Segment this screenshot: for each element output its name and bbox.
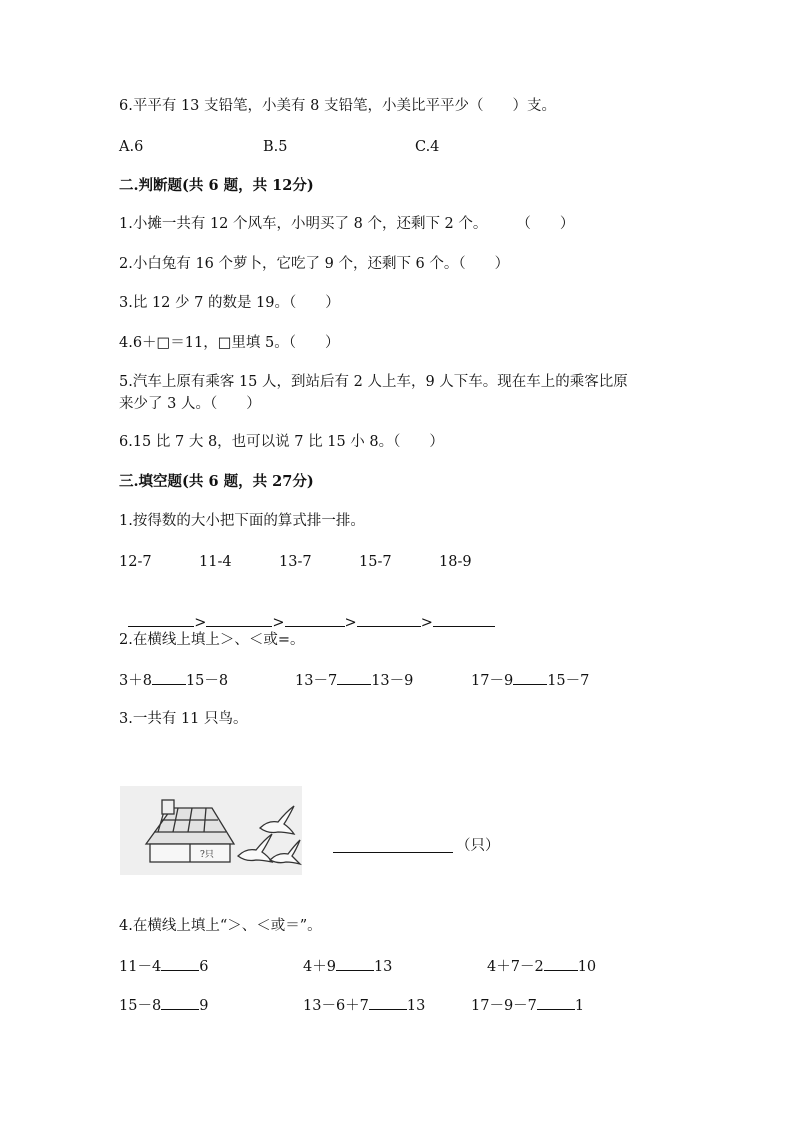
compare-pair: 3＋8 15－8 <box>119 670 228 691</box>
greater-sign: > <box>420 615 433 631</box>
compare-pair: 11－4 6 <box>119 956 208 977</box>
judge-item-6: 6.15 比 7 大 8，也可以说 7 比 15 小 8。（ ） <box>119 434 444 450</box>
fill-q1: 1.按得数的大小把下面的算式排一排。 <box>119 513 365 529</box>
judge-item-4: 4.6＋□＝11，□里填 5。（ ） <box>119 335 340 351</box>
answer-blank[interactable] <box>544 956 578 971</box>
answer-blank[interactable] <box>336 956 374 971</box>
answer-blank[interactable] <box>513 670 547 685</box>
compare-pair: 17－9 15－7 <box>471 670 589 691</box>
answer-blank[interactable] <box>357 612 421 627</box>
option-b: B.5 <box>263 139 288 155</box>
fill-q4: 4.在横线上填上“＞、＜或＝”。 <box>119 918 322 934</box>
compare-pair: 13－6＋7 13 <box>303 995 425 1016</box>
greater-sign: > <box>272 615 285 631</box>
greater-sign: > <box>344 615 357 631</box>
answer-blank[interactable] <box>206 612 272 627</box>
compare-pair: 4＋9 13 <box>303 956 392 977</box>
section-2-title: 二.判断题(共 6 题，共 12分) <box>119 177 314 194</box>
expr-1: 12-7 <box>119 554 152 570</box>
answer-blank[interactable] <box>337 670 371 685</box>
fill-q2: 2.在横线上填上＞、＜或=。 <box>119 632 305 648</box>
option-a: A.6 <box>119 139 144 155</box>
svg-text:?只: ?只 <box>200 850 214 860</box>
ordering-row <box>119 592 495 633</box>
question-6: 6.平平有 13 支铅笔，小美有 8 支铅笔，小美比平平少（ ）支。 <box>119 98 556 114</box>
compare-pair: 13－7 13－9 <box>295 670 413 691</box>
birds-house-illustration <box>120 786 302 875</box>
judge-item-5: 5.汽车上原有乘客 15 人，到站后有 2 人上车，9 人下车。现在车上的乘客比原 <box>119 374 628 390</box>
expr-5: 18-9 <box>439 554 472 570</box>
option-c: C.4 <box>415 139 440 155</box>
answer-blank[interactable] <box>537 995 575 1010</box>
fill-q3: 3.一共有 11 只鸟。 <box>119 711 248 727</box>
compare-pair: 17－9－7 1 <box>471 995 584 1016</box>
answer-blank[interactable] <box>369 995 407 1010</box>
compare-pair: 15－8 9 <box>119 995 208 1016</box>
answer-blank[interactable] <box>285 612 345 627</box>
answer-blank[interactable] <box>161 995 199 1010</box>
judge-item-2: 2.小白兔有 16 个萝卜，它吃了 9 个，还剩下 6 个。（ ） <box>119 256 510 272</box>
answer-blank[interactable] <box>333 852 453 853</box>
answer-blank[interactable] <box>152 670 186 685</box>
answer-blank[interactable] <box>161 956 199 971</box>
judge-item-3: 3.比 12 少 7 的数是 19。（ ） <box>119 295 340 311</box>
judge-item-5-cont: 来少了 3 人。（ ） <box>119 396 261 412</box>
answer-blank[interactable] <box>128 612 194 627</box>
compare-pair: 4＋7－2 10 <box>487 956 596 977</box>
unit-label: （只） <box>456 838 500 854</box>
answer-blank[interactable] <box>433 612 495 627</box>
section-3-title: 三.填空题(共 6 题，共 27分) <box>119 473 314 490</box>
expr-2: 11-4 <box>199 554 232 570</box>
judge-item-1: 1.小摊一共有 12 个风车，小明买了 8 个，还剩下 2 个。 （ ） <box>119 216 575 232</box>
house-bird-drawing <box>120 786 302 875</box>
expr-3: 13-7 <box>279 554 312 570</box>
greater-sign: > <box>194 615 207 631</box>
expr-4: 15-7 <box>359 554 392 570</box>
